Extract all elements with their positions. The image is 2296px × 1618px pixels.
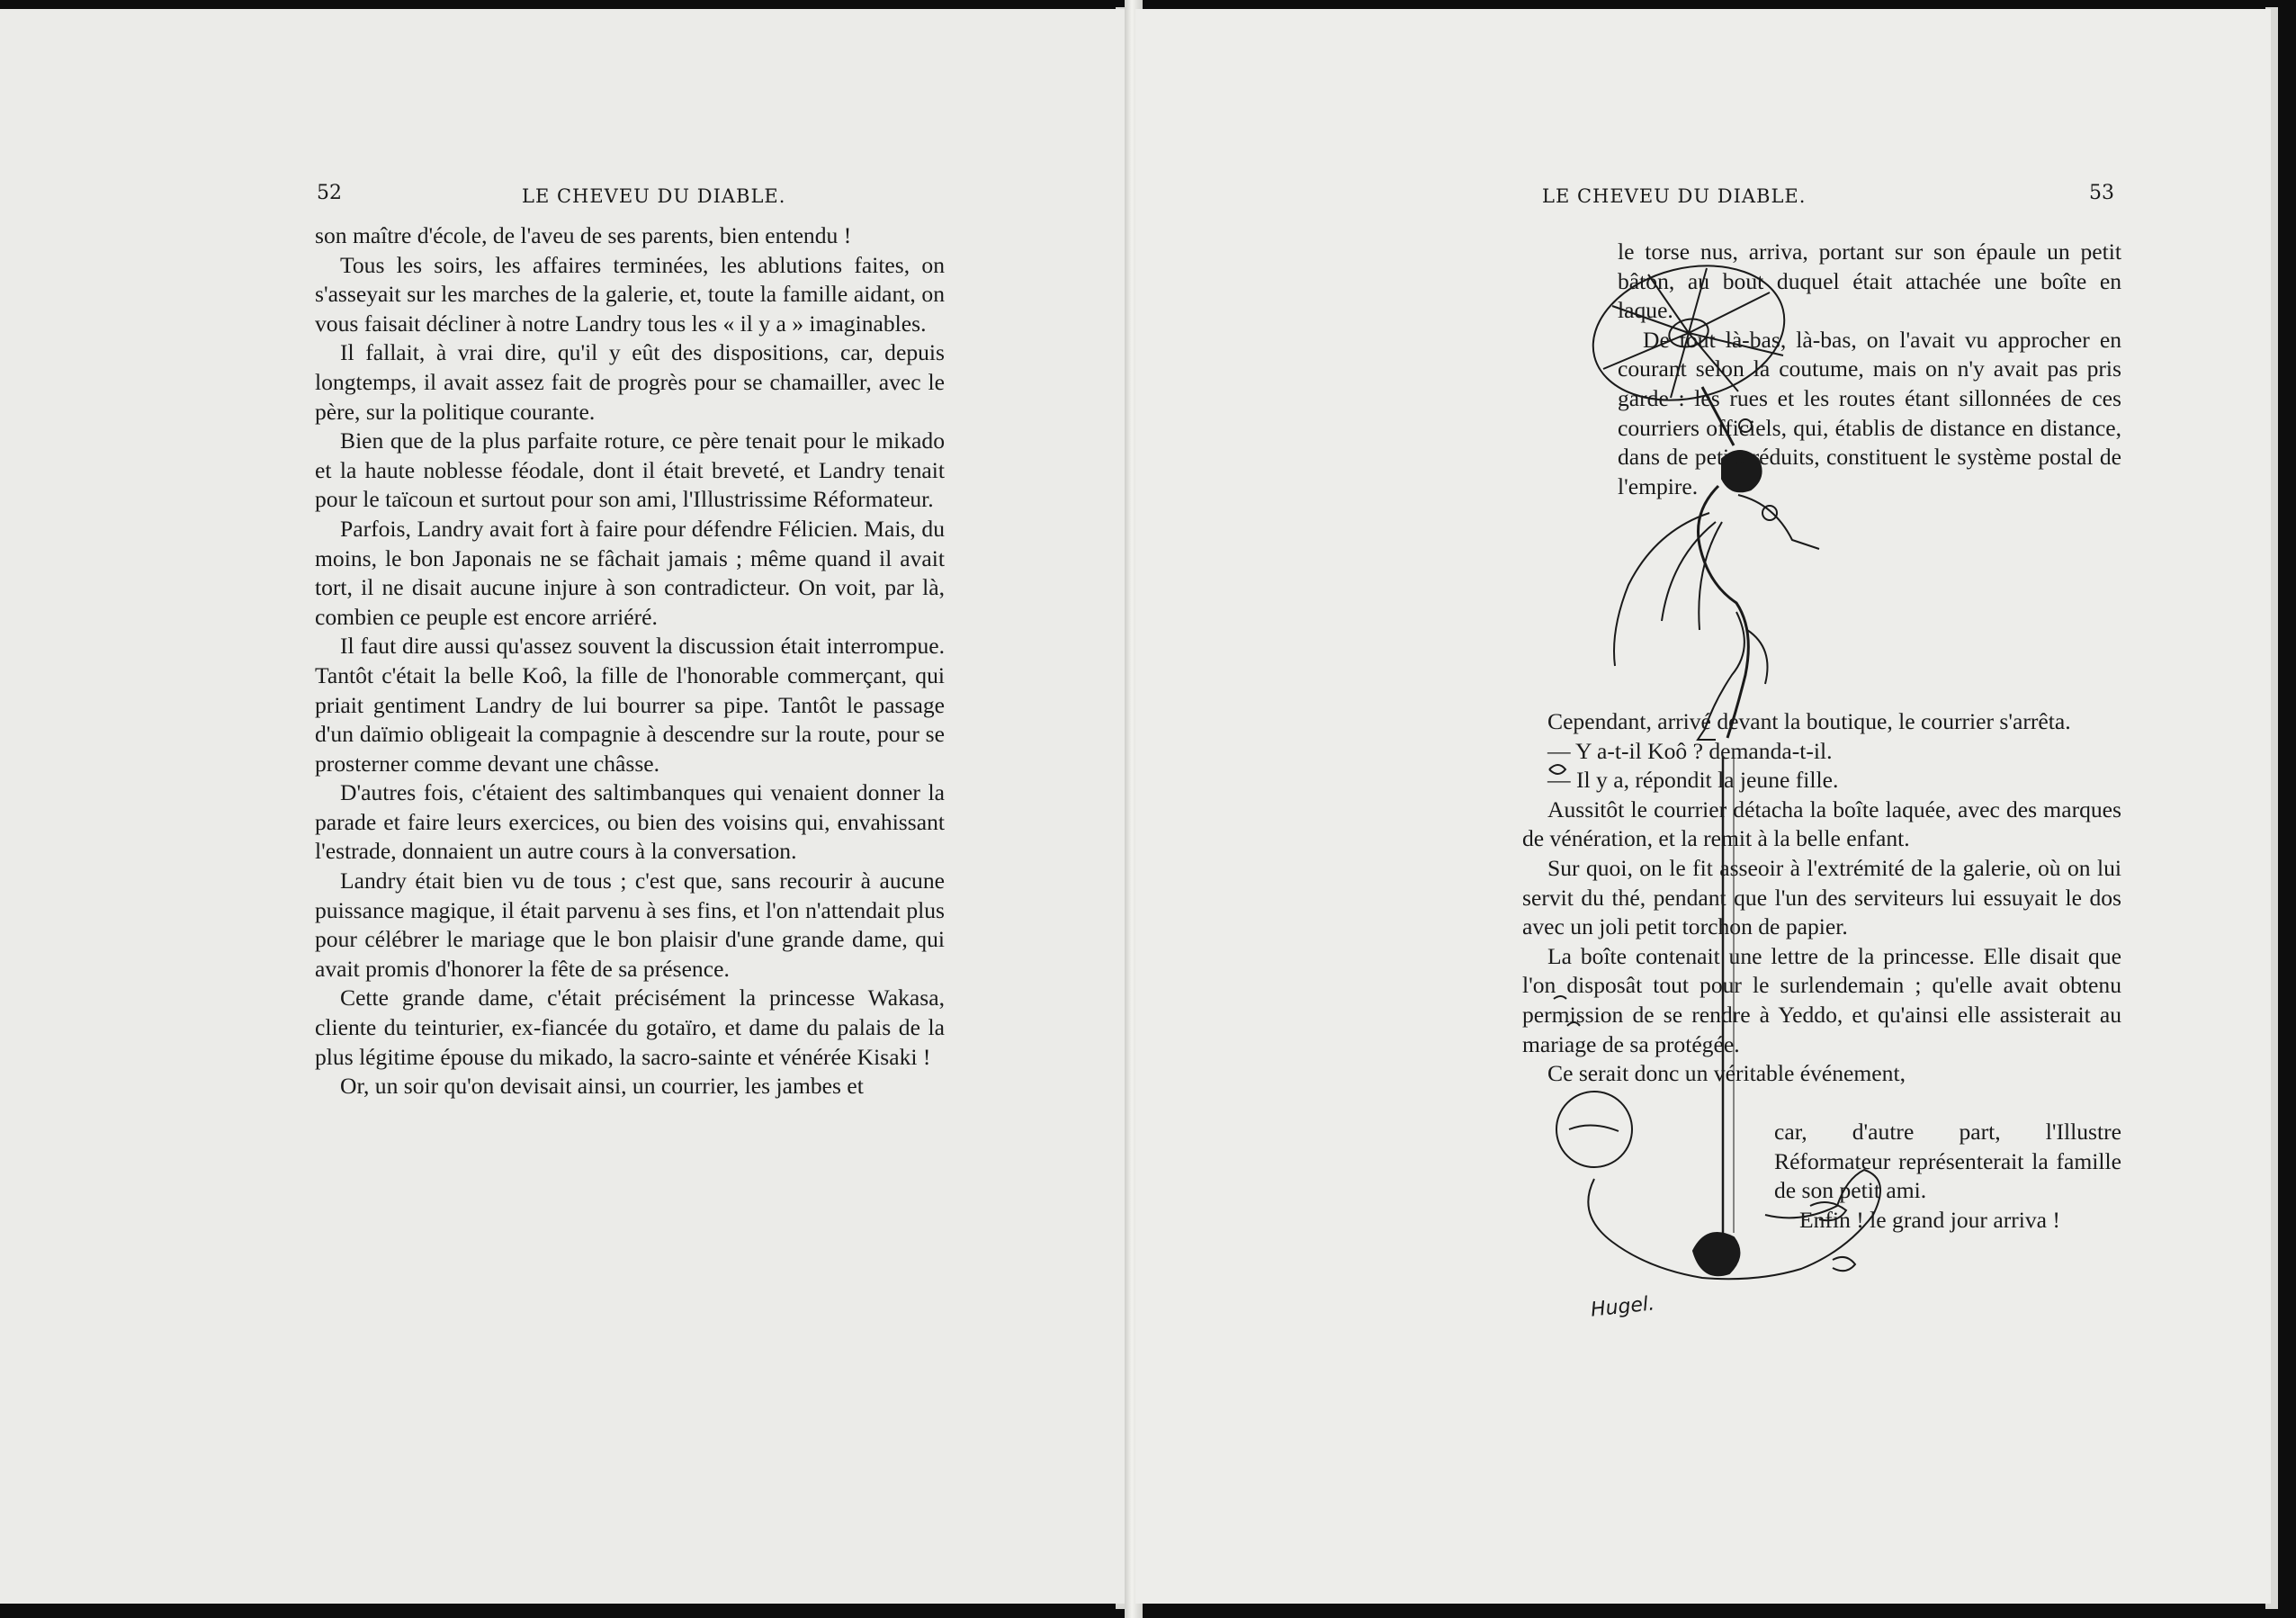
right-page-text-middle	[1522, 707, 2121, 1089]
paragraph: Il faut dire aussi qu'assez souvent la discussion était interrompue. Tantôt c'était la belle Koô, la fille de l'honorable commerçant, qui priait gentiment Landry de lui bourrer sa pipe. Tantôt le passage d'un daïmio obligeait la compagnie à descendre sur la route, pour se prosterner comme devant une châsse.	[315, 633, 945, 777]
paragraph: — Y a-t-il Koô ? demanda-t-il.	[1547, 737, 1833, 764]
paragraph: Cette grande dame, c'était précisément la princesse Wakasa, cliente du teinturier, ex-fiancée du gotaïro, et dame du palais de la plus légitime épouse du mikado, la sacro-sainte et vénérée Kisaki !	[315, 984, 945, 1070]
paragraph: son maître d'école, de l'aveu de ses parents, bien entendu !	[315, 222, 852, 248]
paragraph: car, d'autre part, l'Illustre Réformateur représenterait la famille de son petit ami.	[1774, 1119, 2121, 1204]
paragraph: D'autres fois, c'étaient des saltimbanques qui venaient donner la parade et faire leurs exercices, ou bien des voisins qui, envahissant l'estrade, donnaient un autre cours à la conversation.	[315, 779, 945, 865]
paragraph: — Il y a, répondit la jeune fille.	[1547, 767, 1839, 794]
paragraph: Cependant, arrivé devant la boutique, le courrier s'arrêta.	[1547, 708, 2071, 734]
paragraph: De tout là-bas, là-bas, on l'avait vu approcher en courant selon la coutume, mais on n'y avait pas pris garde : les rues et les routes étant sillonnées de ces courriers officiels, qui, établis de distance en distance, dans de petits réduits, constituent le système postal de l'empire.	[1618, 326, 2121, 499]
right-page-text-bottom	[1774, 1118, 2121, 1235]
paragraph: Bien que de la plus parfaite roture, ce père tenait pour le mikado et la haute noblesse féodale, dont il était breveté, et Landry tenait pour le taïcoun et surtout pour son ami, l'Illustrissime Réformateur.	[315, 427, 945, 513]
left-page-number: 52	[317, 182, 342, 204]
right-running-head: LE CHEVEU DU DIABLE.	[1542, 185, 1807, 207]
paragraph: le torse nus, arriva, portant sur son épaule un petit bâton, au bout duquel était attachée une boîte en laque.	[1618, 238, 2121, 324]
right-page-text-top	[1618, 238, 2121, 501]
paragraph: Ce serait donc un véritable événement,	[1547, 1060, 1906, 1087]
illustration-signature: Hugel.	[1589, 1292, 1656, 1322]
paragraph: Or, un soir qu'on devisait ainsi, un courrier, les jambes et	[340, 1073, 864, 1100]
paragraph: Il fallait, à vrai dire, qu'il y eût des dispositions, car, depuis longtemps, il avait assez fait de progrès pour se chamailler, avec le père, sur la politique courante.	[315, 339, 945, 425]
paragraph: La boîte contenait une lettre de la princesse. Elle disait que l'on disposât tout pour le surlendemain ; qu'elle avait obtenu permission de se rendre à Yeddo, et qu'ainsi elle assisterait au mariage de sa protégée.	[1522, 942, 2121, 1057]
paragraph: Parfois, Landry avait fort à faire pour défendre Félicien. Mais, du moins, le bon Japonais ne se fâchait jamais ; même quand il avait tort, il ne disait aucune injure à son contradicteur. On voit, par là, combien ce peuple est encore arriéré.	[315, 515, 945, 630]
right-page-number: 53	[2089, 182, 2114, 204]
left-page-text	[315, 221, 945, 1101]
right-page	[1135, 9, 2271, 1604]
left-page	[0, 9, 1130, 1604]
paragraph: Enfin ! le grand jour arriva !	[1799, 1206, 2060, 1233]
left-running-head: LE CHEVEU DU DIABLE.	[522, 185, 786, 207]
paragraph: Tous les soirs, les affaires terminées, les ablutions faites, on s'asseyait sur les marches de la galerie, et, toute la famille aidant, on vous faisait décliner à notre Landry tous les « il y a » imaginables.	[315, 251, 945, 337]
paragraph: Landry était bien vu de tous ; c'est que, sans recourir à aucune puissance magique, il était parvenu à ses fins, et l'on n'attendait plus pour célébrer le mariage que le bon plaisir d'une grande dame, qui avait promis d'honorer la fête de sa présence.	[315, 867, 945, 982]
paragraph: Sur quoi, on le fit asseoir à l'extrémité de la galerie, où on lui servit du thé, pendant que l'un des serviteurs lui essuyait le dos avec un joli petit torchon de papier.	[1522, 854, 2121, 940]
paragraph: Aussitôt le courrier détacha la boîte laquée, avec des marques de vénération, et la remit à la belle enfant.	[1522, 796, 2121, 852]
